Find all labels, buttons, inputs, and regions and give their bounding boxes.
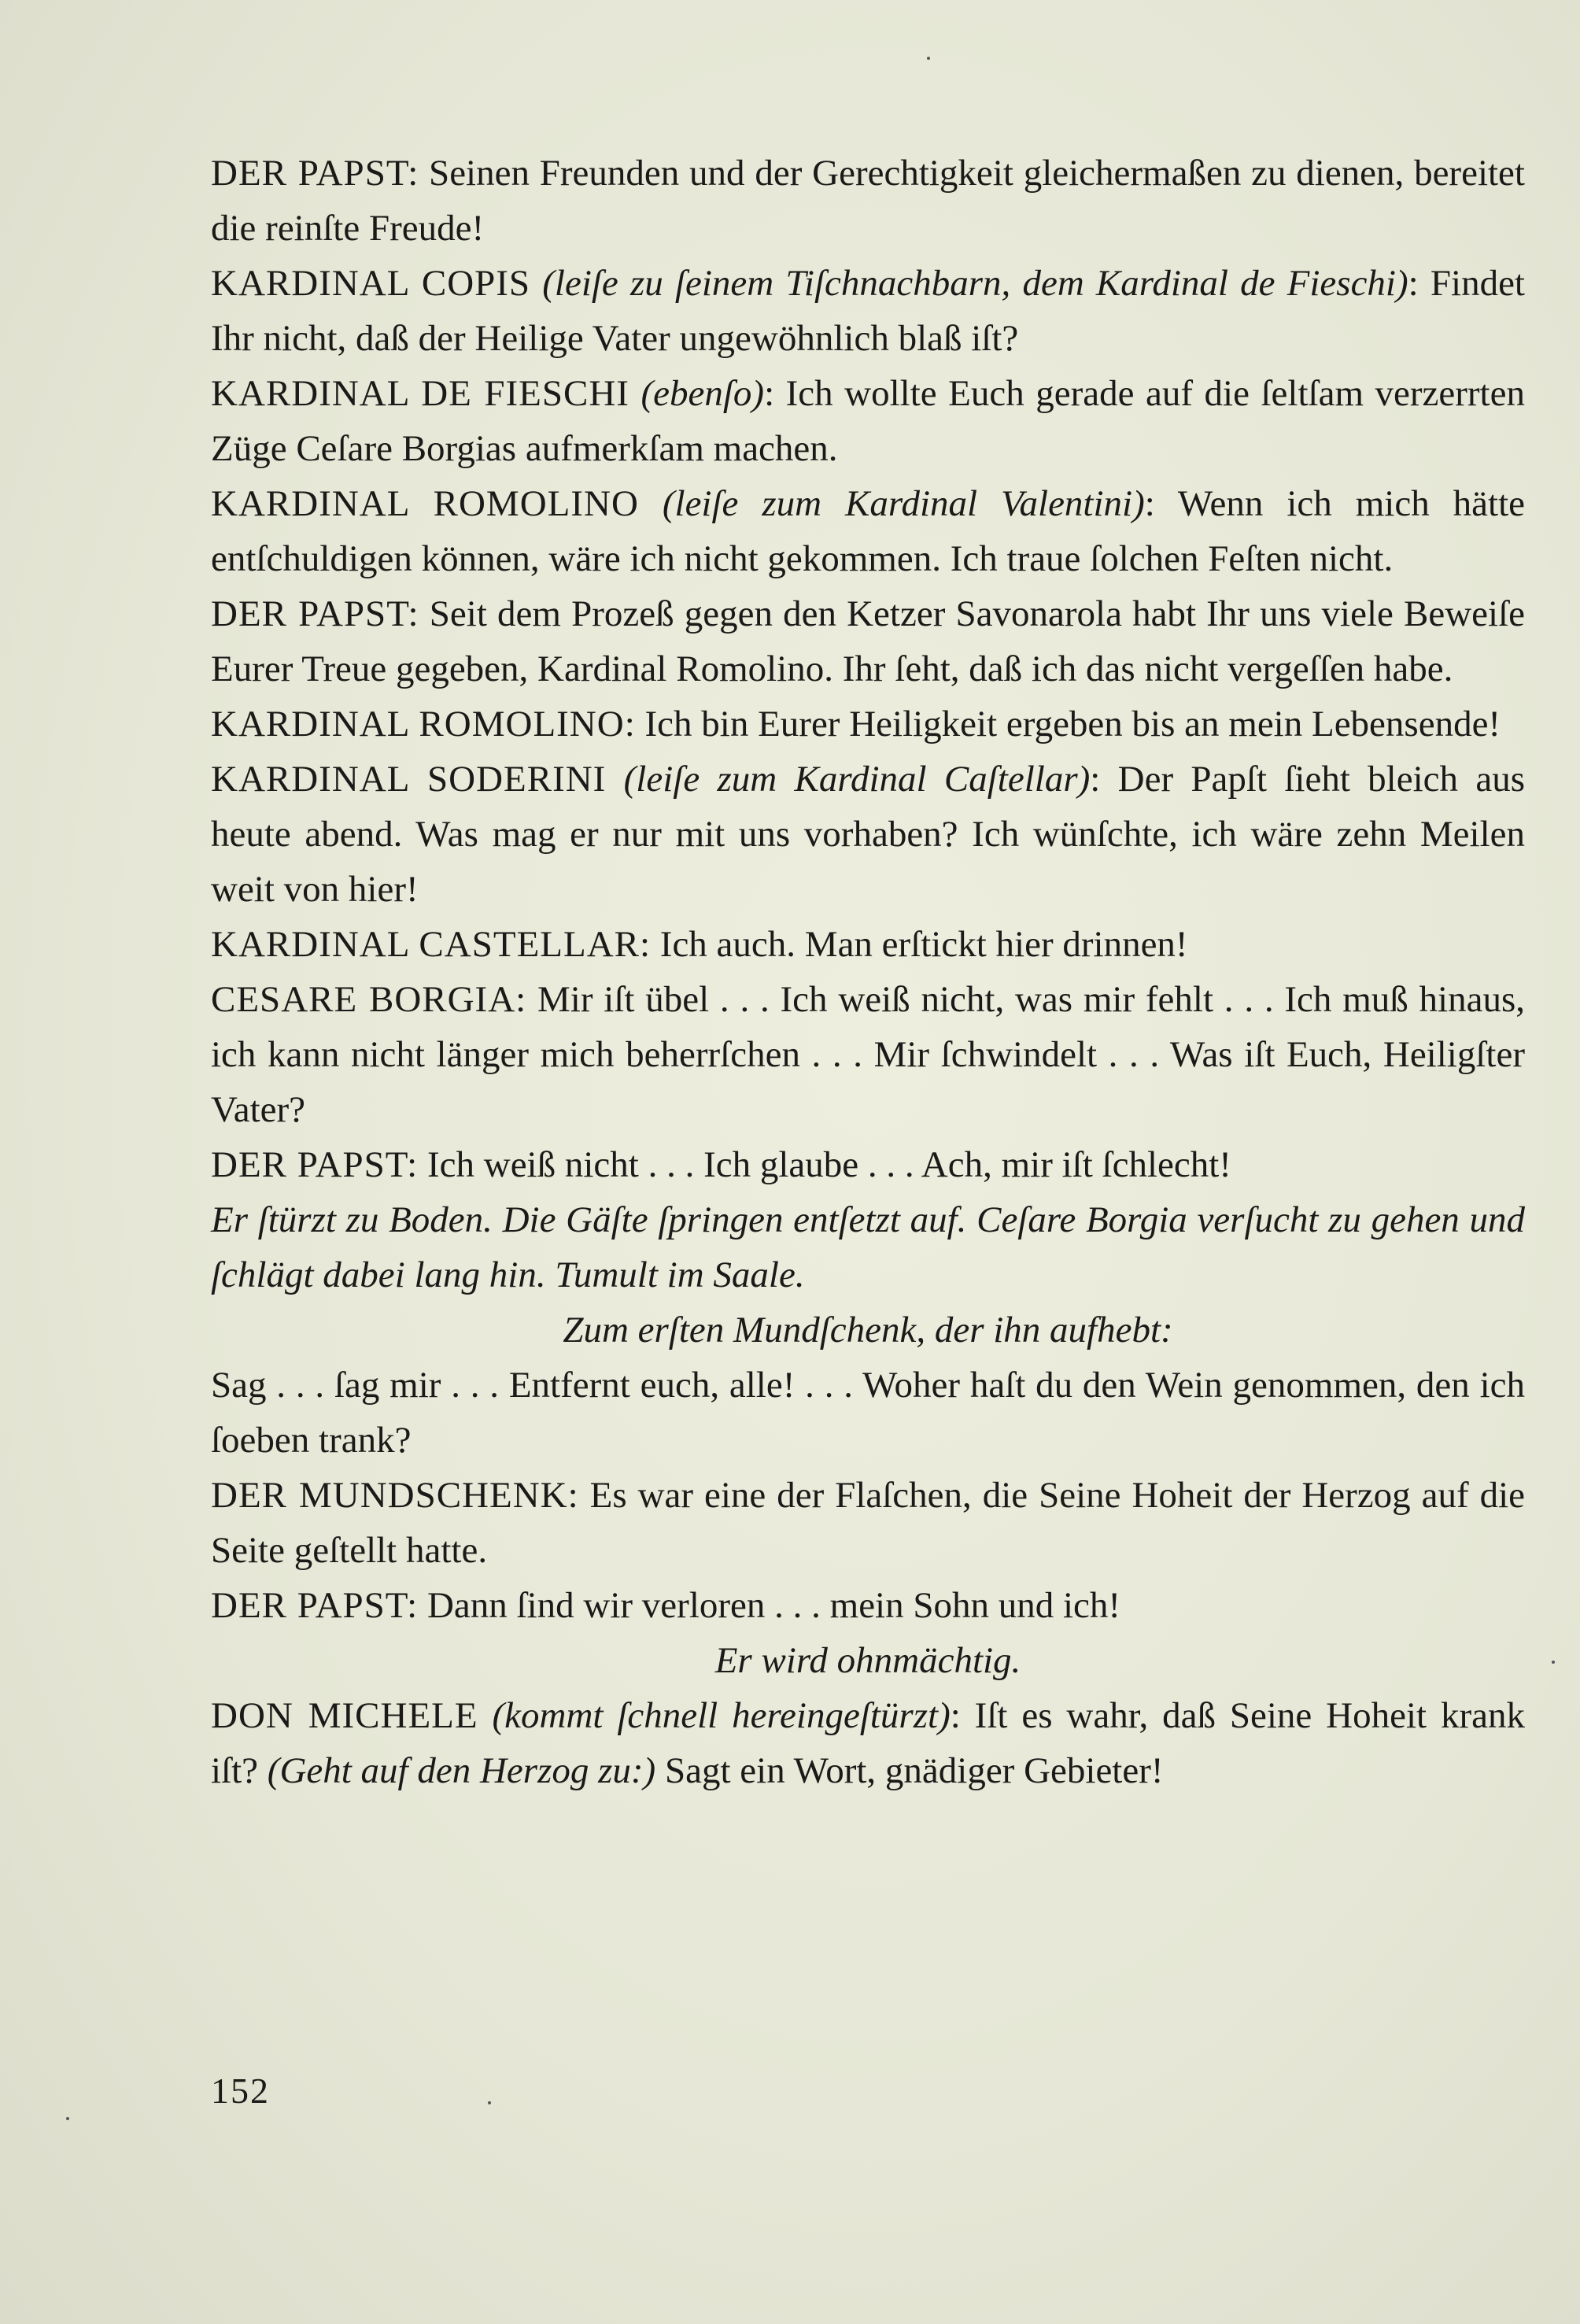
dust-speck (66, 2117, 69, 2120)
dust-speck (488, 2101, 491, 2104)
direction: (leiſe zu ſeinem Tiſchnachbarn, dem Kardinal de Fieschi) (530, 263, 1408, 304)
dialogue-line (211, 752, 1525, 917)
line-text: : Findet Ihr nicht, daß der Heilige Vater ungewöhnlich blaß iſt? (211, 263, 1525, 359)
line-text: Sagt ein Wort, gnädiger Gebieter! (655, 1750, 1164, 1791)
line-text: : Der Papſt ſieht bleich aus heute abend. Was mag er nur mit uns vorhaben? Ich wünſchte, ich wäre zehn Meilen weit von hier! (211, 759, 1525, 910)
direction: (kommt ſchnell hereingeſtürzt) (478, 1695, 951, 1736)
line-text: Ich weiß nicht . . . Ich glaube . . . Ach, mir iſt ſchlecht! (418, 1144, 1231, 1185)
speaker: DER PAPST: (211, 1585, 419, 1626)
direction: (leiſe zum Kardinal Caſtellar) (606, 759, 1091, 800)
stage-direction-centered: Er wird ohnmächtig. (714, 1640, 1021, 1681)
speaker: KARDINAL ROMOLINO: (211, 704, 636, 744)
dust-speck (1552, 1661, 1555, 1664)
speaker: KARDINAL COPIS (211, 263, 531, 304)
line-text: : Iſt es wahr, daß Seine Hoheit krank iſt? (211, 1695, 1526, 1791)
speaker: DER PAPST: (211, 593, 419, 634)
line-text: : Ich wollte Euch gerade auf die ſeltſam verzerrten Züge Ceſare Borgias aufmerkſam machen. (211, 373, 1525, 469)
dialogue-line (211, 146, 1525, 256)
dialogue-line (211, 917, 1525, 972)
speaker: CESARE BORGIA: (211, 979, 527, 1020)
line-text: Seinen Freunden und der Gerechtigkeit gleichermaßen zu dienen, bereitet die reinſte Freude! (211, 153, 1525, 249)
speaker: DER PAPST: (211, 153, 419, 194)
dialogue-line (211, 586, 1525, 696)
direction: (ebenſo) (629, 373, 765, 414)
line-text: Seit dem Prozeß gegen den Ketzer Savonarola habt Ihr uns viele Beweiſe Eurer Treue gegeben, Kardinal Romolino. Ihr ſeht, daß ich das nicht vergeſſen habe. (211, 593, 1525, 689)
dialogue-line (211, 1468, 1525, 1578)
page-number: 152 (211, 2071, 270, 2111)
dialogue-line (211, 1688, 1525, 1798)
dialogue-block (211, 146, 1525, 1192)
dialogue-line (211, 366, 1525, 476)
dialogue-line (211, 476, 1525, 586)
speaker: KARDINAL DE FIESCHI (211, 373, 629, 414)
speaker: DER PAPST: (211, 1144, 419, 1185)
speaker: KARDINAL CASTELLAR: (211, 924, 652, 965)
dialogue-line (211, 1578, 1525, 1633)
stage-direction-centered: Zum erſten Mundſchenk, der ihn aufhebt: (563, 1310, 1173, 1350)
speaker: DER MUNDSCHENK: (211, 1475, 579, 1516)
speaker: KARDINAL SODERINI (211, 759, 607, 800)
dialogue-line (211, 972, 1525, 1137)
dust-speck (927, 57, 930, 60)
stage-direction: Er ſtürzt zu Boden. Die Gäſte ſpringen entſetzt auf. Ceſare Borgia verſucht zu gehen und ſchlägt dabei lang hin. Tumult im Saale. (211, 1199, 1525, 1295)
dialogue-line (211, 256, 1525, 366)
direction: (Geht auf den Herzog zu:) (267, 1750, 656, 1791)
dialogue-line (211, 696, 1525, 752)
line-text: Es war eine der Flaſchen, die Seine Hoheit der Herzog auf die Seite geſtellt hatte. (211, 1475, 1525, 1571)
line-text: Mir iſt übel . . . Ich weiß nicht, was mir fehlt . . . Ich muß hinaus, ich kann nicht länger mich beherrſchen . . . Mir ſchwindelt . . . Was iſt Euch, Heiligſter Vater? (211, 979, 1525, 1130)
dialogue-line: Sag . . . ſag mir . . . Entfernt euch, alle! . . . Woher haſt du den Wein genommen, den ich ſoeben trank? (211, 1365, 1525, 1461)
line-text: Dann ſind wir verloren . . . mein Sohn und ich! (418, 1585, 1121, 1626)
dialogue-line (211, 1137, 1525, 1192)
speaker: DON MICHELE (211, 1695, 478, 1736)
line-text: : Wenn ich mich hätte entſchuldigen können, wäre ich nicht gekommen. Ich traue ſolchen Feſten nicht. (211, 483, 1525, 579)
direction: (leiſe zum Kardinal Valentini) (638, 483, 1145, 524)
page-text (211, 146, 1525, 1798)
line-text: Ich auch. Man erſtickt hier drinnen! (651, 924, 1188, 965)
speaker: KARDINAL ROMOLINO (211, 483, 639, 524)
line-text: Ich bin Eurer Heiligkeit ergeben bis an mein Lebensende! (635, 704, 1501, 744)
